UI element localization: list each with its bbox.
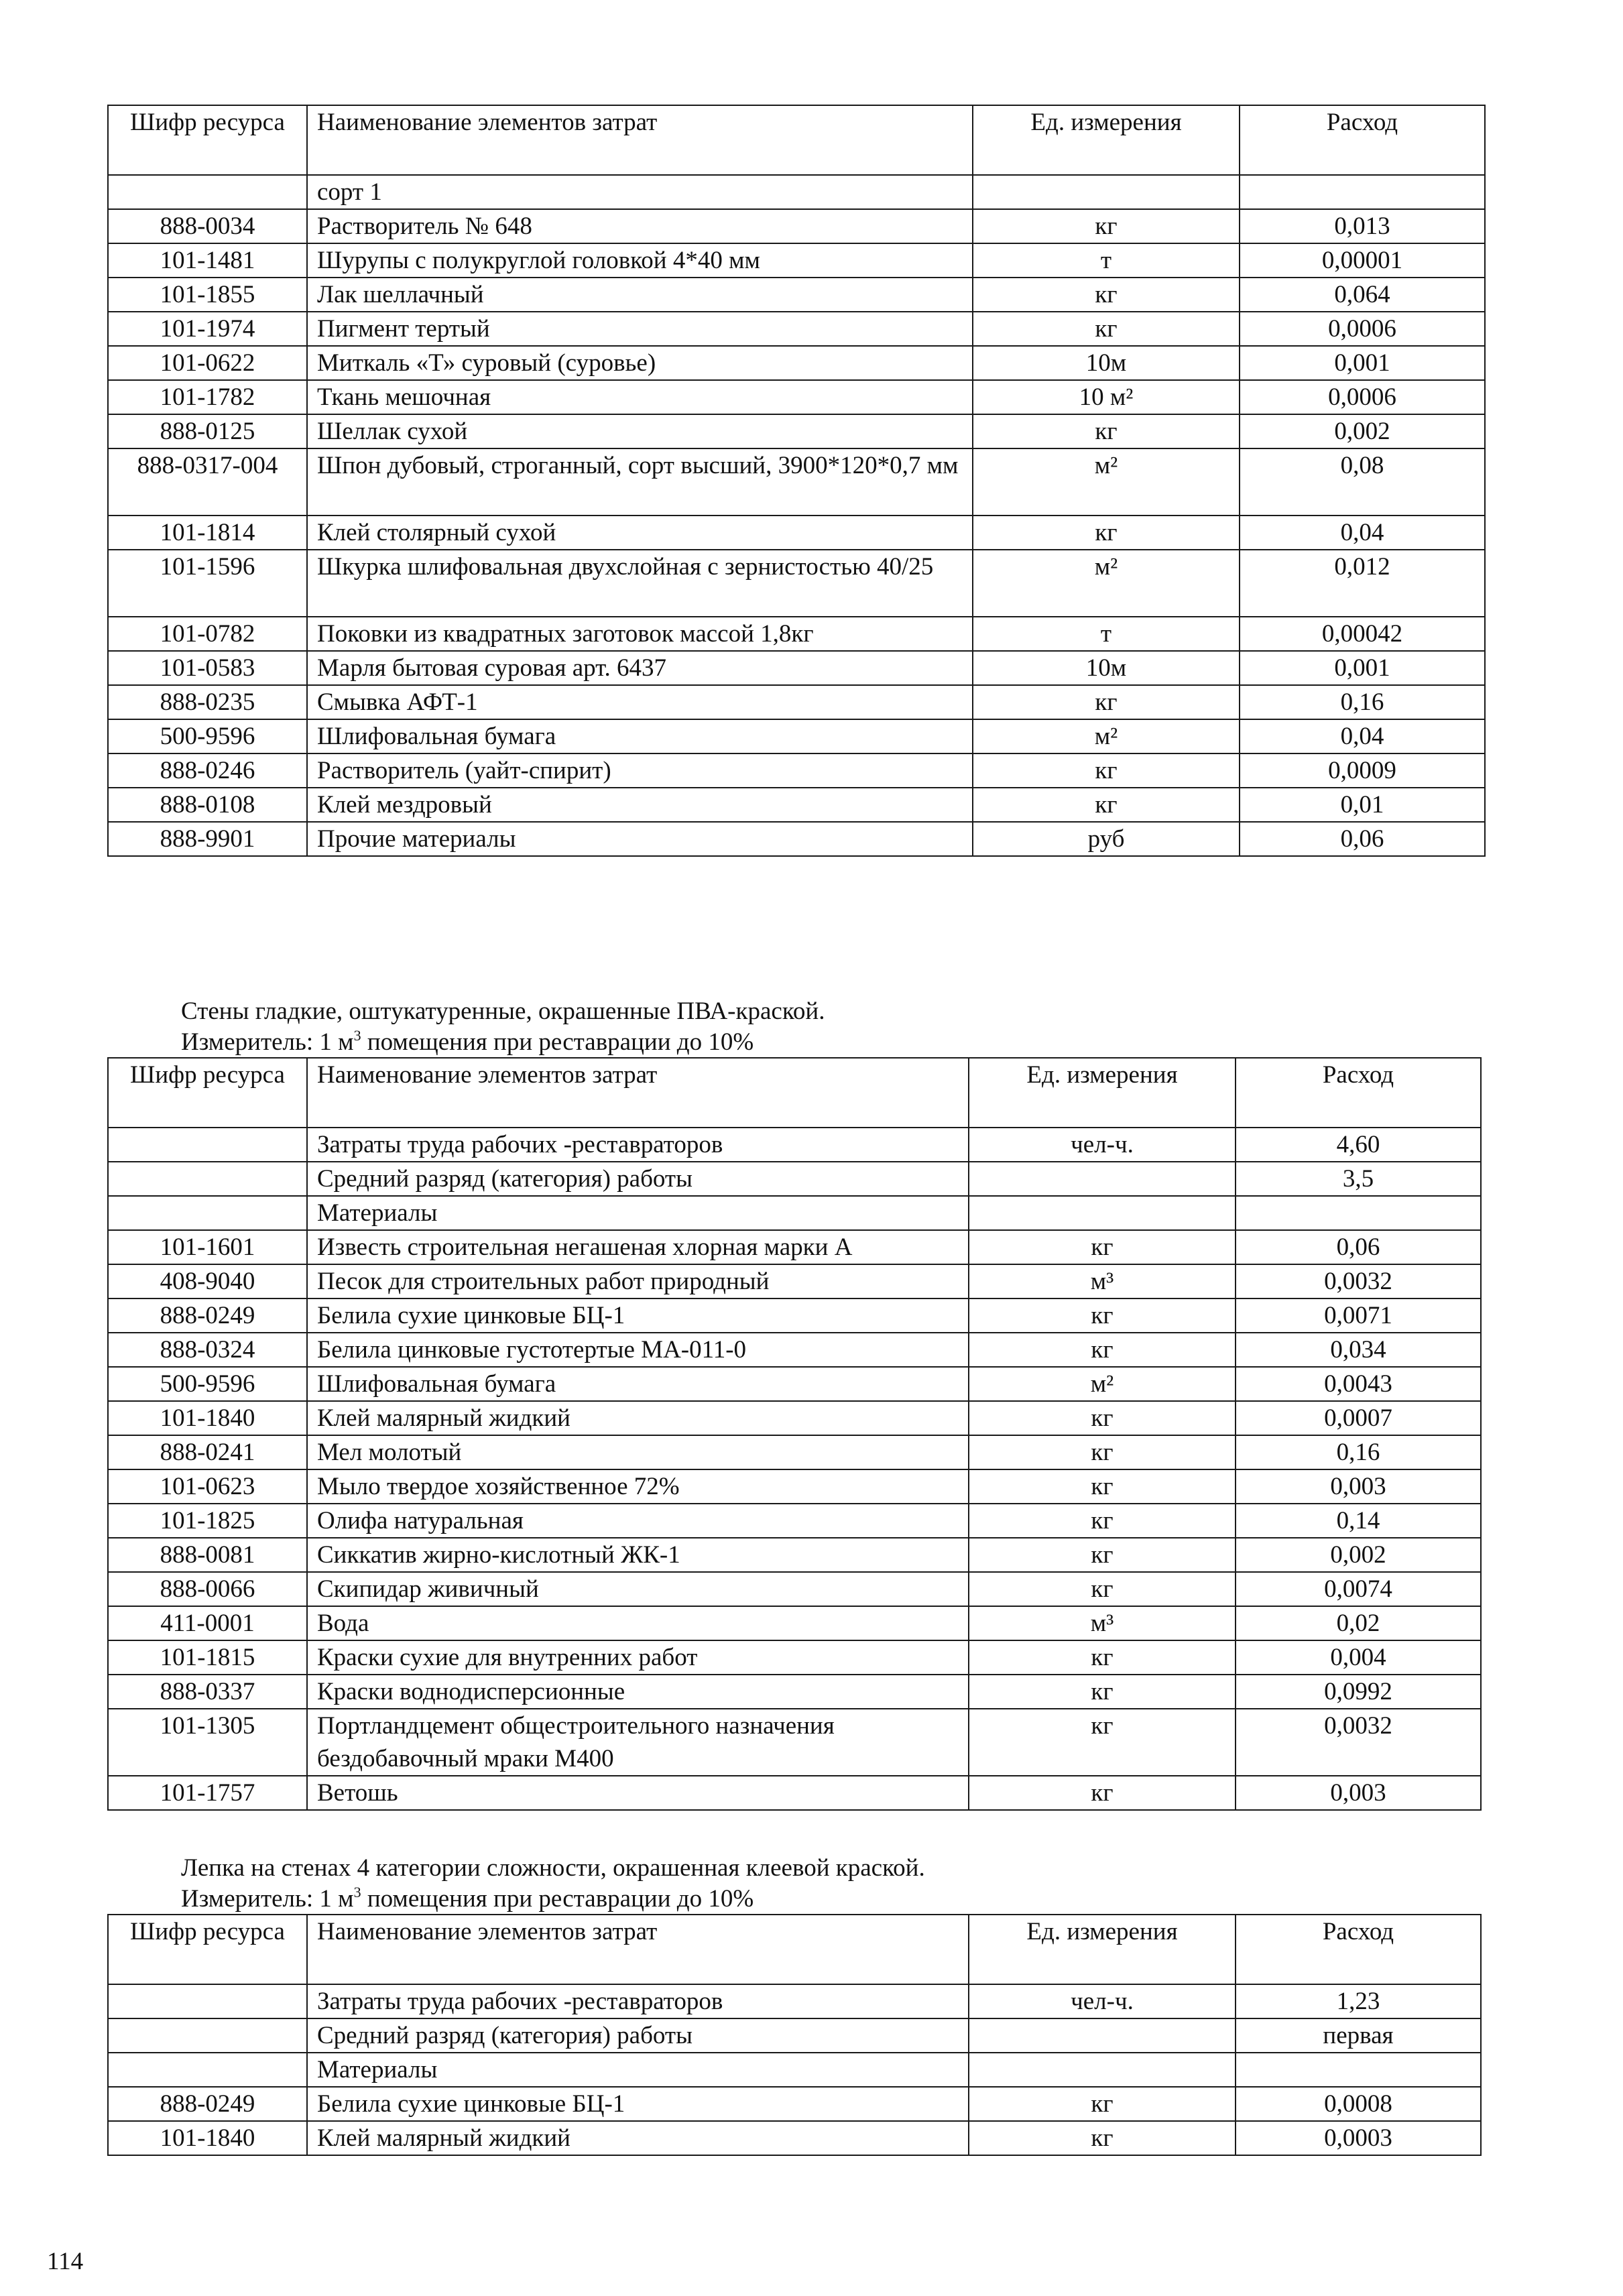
cell-amount — [1236, 2053, 1481, 2087]
cell-unit — [969, 1196, 1236, 1230]
cell-amount: 0,0003 — [1236, 2121, 1481, 2155]
cell-code: 500-9596 — [108, 1367, 307, 1401]
table-row — [108, 1675, 1481, 1709]
table-header-row — [108, 105, 1485, 175]
cell-unit: кг — [969, 1538, 1236, 1572]
cell-code: 101-1815 — [108, 1640, 307, 1675]
resource-table-1-body — [108, 105, 1485, 856]
table-header-row — [108, 1058, 1481, 1128]
cell-code: 101-1481 — [108, 243, 307, 278]
cell-code: 500-9596 — [108, 719, 307, 753]
table-row — [108, 617, 1485, 651]
cell-amount: 0,001 — [1240, 346, 1485, 380]
cell-code — [108, 2018, 307, 2053]
cell-code — [108, 1196, 307, 1230]
cell-name: Вода — [307, 1606, 969, 1640]
cell-code: 888-9901 — [108, 822, 307, 856]
cell-unit — [969, 1162, 1236, 1196]
cell-name: Сиккатив жирно-кислотный ЖК-1 — [307, 1538, 969, 1572]
cell-unit: кг — [969, 1675, 1236, 1709]
cell-amount: 0,001 — [1240, 651, 1485, 685]
table-row — [108, 448, 1485, 516]
cell-unit: м³ — [969, 1264, 1236, 1298]
table-row — [108, 550, 1485, 617]
column-header-name: Наименование элементов затрат — [307, 105, 973, 175]
table-row — [108, 1709, 1481, 1776]
cell-amount: 0,004 — [1236, 1640, 1481, 1675]
cell-code: 101-1840 — [108, 2121, 307, 2155]
cell-unit: т — [973, 617, 1240, 651]
cell-unit: кг — [969, 1776, 1236, 1810]
cell-name: Миткаль «Т» суровый (суровье) — [307, 346, 973, 380]
table-row — [108, 1984, 1481, 2018]
cell-code — [108, 1162, 307, 1196]
cell-amount: 0,16 — [1236, 1435, 1481, 1469]
table-row — [108, 2121, 1481, 2155]
table-row — [108, 1538, 1481, 1572]
table-row — [108, 414, 1485, 448]
cell-unit: руб — [973, 822, 1240, 856]
cell-code: 101-0583 — [108, 651, 307, 685]
table-row — [108, 1162, 1481, 1196]
cell-name: Олифа натуральная — [307, 1504, 969, 1538]
cell-code: 888-0125 — [108, 414, 307, 448]
cell-name: Прочие материалы — [307, 822, 973, 856]
cell-name: Средний разряд (категория) работы — [307, 1162, 969, 1196]
cell-name: Материалы — [307, 2053, 969, 2087]
cell-name: Шурупы с полукруглой головкой 4*40 мм — [307, 243, 973, 278]
cell-unit: кг — [973, 685, 1240, 719]
cell-code: 101-1855 — [108, 278, 307, 312]
cell-code: 888-0066 — [108, 1572, 307, 1606]
cell-name: Мел молотый — [307, 1435, 969, 1469]
cell-code: 888-0337 — [108, 1675, 307, 1709]
table-row — [108, 1230, 1481, 1264]
resource-table-1 — [107, 105, 1486, 857]
resource-table-2-body — [108, 1058, 1481, 1810]
cell-amount: 3,5 — [1236, 1162, 1481, 1196]
resource-table-3 — [107, 1914, 1482, 2156]
cell-amount: 0,0008 — [1236, 2087, 1481, 2121]
cell-name: Ткань мешочная — [307, 380, 973, 414]
cell-amount: 0,064 — [1240, 278, 1485, 312]
table-row — [108, 1401, 1481, 1435]
cell-amount: 0,14 — [1236, 1504, 1481, 1538]
column-header-code: Шифр ресурса — [108, 1058, 307, 1128]
cell-amount: 0,02 — [1236, 1606, 1481, 1640]
cell-name: Клей мездровый — [307, 788, 973, 822]
section-2-title: Стены гладкие, оштукатуренные, окрашенные ПВА-краской. — [181, 998, 825, 1025]
cell-amount: 0,04 — [1240, 516, 1485, 550]
cell-code: 101-0622 — [108, 346, 307, 380]
cell-code: 888-0235 — [108, 685, 307, 719]
cell-name: Шкурка шлифовальная двухслойная с зернистостью 40/25 — [307, 550, 973, 617]
cell-name: Поковки из квадратных заготовок массой 1,8кг — [307, 617, 973, 651]
cell-amount: 0,0074 — [1236, 1572, 1481, 1606]
cell-name: Песок для строительных работ природный — [307, 1264, 969, 1298]
cell-name: Шеллак сухой — [307, 414, 973, 448]
page-number: 114 — [47, 2248, 84, 2275]
cell-code — [108, 1984, 307, 2018]
table-row — [108, 1776, 1481, 1810]
cell-amount: 1,23 — [1236, 1984, 1481, 2018]
cell-amount: 0,0007 — [1236, 1401, 1481, 1435]
section-2-meter-suffix: помещения при реставрации до 10% — [361, 1028, 754, 1056]
cell-name: Растворитель (уайт-спирит) — [307, 753, 973, 788]
cell-unit: м² — [973, 719, 1240, 753]
cell-code: 408-9040 — [108, 1264, 307, 1298]
cell-amount: 0,0043 — [1236, 1367, 1481, 1401]
cell-code: 101-1840 — [108, 1401, 307, 1435]
cell-name: Затраты труда рабочих -реставраторов — [307, 1128, 969, 1162]
cell-unit: кг — [969, 1333, 1236, 1367]
cell-unit: кг — [973, 312, 1240, 346]
cell-unit: 10м — [973, 346, 1240, 380]
table-row — [108, 1196, 1481, 1230]
cell-amount: 0,034 — [1236, 1333, 1481, 1367]
cell-code: 888-0034 — [108, 209, 307, 243]
cell-code: 101-1974 — [108, 312, 307, 346]
table-row — [108, 1298, 1481, 1333]
cell-amount: 0,08 — [1240, 448, 1485, 516]
cell-amount: 0,0032 — [1236, 1709, 1481, 1776]
cell-code — [108, 175, 307, 209]
cell-amount: 0,0071 — [1236, 1298, 1481, 1333]
cell-code: 101-1782 — [108, 380, 307, 414]
cell-amount: 0,0006 — [1240, 380, 1485, 414]
column-header-unit: Ед. измерения — [973, 105, 1240, 175]
cell-unit: м² — [973, 550, 1240, 617]
cell-unit: 10 м² — [973, 380, 1240, 414]
cell-name: Шпон дубовый, строганный, сорт высший, 3900*120*0,7 мм — [307, 448, 973, 516]
cell-name: Клей малярный жидкий — [307, 1401, 969, 1435]
table-row — [108, 1606, 1481, 1640]
cell-amount: 0,012 — [1240, 550, 1485, 617]
cell-name: Ветошь — [307, 1776, 969, 1810]
section-3-meter — [181, 1882, 754, 1915]
table-row — [108, 1469, 1481, 1504]
cell-unit: кг — [969, 2121, 1236, 2155]
section-2-meter-sup: 3 — [353, 1027, 361, 1044]
table-row — [108, 1435, 1481, 1469]
cell-unit: чел-ч. — [969, 1128, 1236, 1162]
cell-code — [108, 2053, 307, 2087]
table-row — [108, 346, 1485, 380]
cell-unit: м² — [973, 448, 1240, 516]
cell-amount: 0,01 — [1240, 788, 1485, 822]
cell-unit — [969, 2018, 1236, 2053]
cell-code: 888-0081 — [108, 1538, 307, 1572]
table-row — [108, 2018, 1481, 2053]
cell-name: Смывка АФТ-1 — [307, 685, 973, 719]
table-row — [108, 243, 1485, 278]
section-3-meter-suffix: помещения при реставрации до 10% — [361, 1885, 754, 1913]
cell-name: сорт 1 — [307, 175, 973, 209]
cell-unit: чел-ч. — [969, 1984, 1236, 2018]
cell-name: Белила цинковые густотертые МА-011-0 — [307, 1333, 969, 1367]
cell-name: Портландцемент общестроительного назначения бездобавочный мраки М400 — [307, 1709, 969, 1776]
cell-amount: 0,013 — [1240, 209, 1485, 243]
cell-code — [108, 1128, 307, 1162]
column-header-code: Шифр ресурса — [108, 1915, 307, 1984]
cell-code: 101-1601 — [108, 1230, 307, 1264]
cell-unit: кг — [973, 209, 1240, 243]
column-header-amount: Расход — [1240, 105, 1485, 175]
section-2-meter-prefix: Измеритель: 1 м — [181, 1028, 354, 1056]
cell-amount: первая — [1236, 2018, 1481, 2053]
cell-code: 888-0108 — [108, 788, 307, 822]
cell-name: Скипидар живичный — [307, 1572, 969, 1606]
cell-unit: кг — [969, 1230, 1236, 1264]
table-row — [108, 753, 1485, 788]
cell-code: 411-0001 — [108, 1606, 307, 1640]
table-row — [108, 1367, 1481, 1401]
cell-unit: м² — [969, 1367, 1236, 1401]
cell-code: 101-1757 — [108, 1776, 307, 1810]
column-header-unit: Ед. измерения — [969, 1058, 1236, 1128]
cell-name: Затраты труда рабочих -реставраторов — [307, 1984, 969, 2018]
cell-unit — [969, 2053, 1236, 2087]
cell-unit: кг — [969, 1469, 1236, 1504]
cell-amount: 0,0032 — [1236, 1264, 1481, 1298]
cell-unit: кг — [973, 788, 1240, 822]
section-3-title: Лепка на стенах 4 категории сложности, окрашенная клеевой краской. — [181, 1854, 925, 1882]
table-row — [108, 1333, 1481, 1367]
column-header-name: Наименование элементов затрат — [307, 1058, 969, 1128]
table-row — [108, 651, 1485, 685]
column-header-amount: Расход — [1236, 1915, 1481, 1984]
cell-unit: кг — [969, 1709, 1236, 1776]
cell-unit: кг — [969, 1504, 1236, 1538]
cell-name: Известь строительная негашеная хлорная марки А — [307, 1230, 969, 1264]
table-row — [108, 278, 1485, 312]
cell-amount — [1240, 175, 1485, 209]
cell-amount: 0,002 — [1236, 1538, 1481, 1572]
table-row — [108, 788, 1485, 822]
cell-name: Мыло твердое хозяйственное 72% — [307, 1469, 969, 1504]
table-row — [108, 1504, 1481, 1538]
table-row — [108, 719, 1485, 753]
cell-name: Растворитель № 648 — [307, 209, 973, 243]
cell-name: Клей столярный сухой — [307, 516, 973, 550]
cell-amount: 0,04 — [1240, 719, 1485, 753]
cell-amount: 0,003 — [1236, 1776, 1481, 1810]
cell-name: Белила сухие цинковые БЦ-1 — [307, 2087, 969, 2121]
cell-code: 101-1825 — [108, 1504, 307, 1538]
table-row — [108, 516, 1485, 550]
column-header-amount: Расход — [1236, 1058, 1481, 1128]
cell-code: 101-0623 — [108, 1469, 307, 1504]
cell-code: 888-0246 — [108, 753, 307, 788]
cell-unit: т — [973, 243, 1240, 278]
column-header-code: Шифр ресурса — [108, 105, 307, 175]
table-row — [108, 380, 1485, 414]
cell-amount: 0,0009 — [1240, 753, 1485, 788]
cell-code: 888-0241 — [108, 1435, 307, 1469]
cell-name: Клей малярный жидкий — [307, 2121, 969, 2155]
cell-amount: 0,00042 — [1240, 617, 1485, 651]
cell-amount: 0,0992 — [1236, 1675, 1481, 1709]
cell-unit: кг — [969, 2087, 1236, 2121]
table-row — [108, 209, 1485, 243]
cell-amount: 4,60 — [1236, 1128, 1481, 1162]
table-row — [108, 1572, 1481, 1606]
cell-unit: кг — [973, 414, 1240, 448]
cell-code: 888-0317-004 — [108, 448, 307, 516]
cell-unit — [973, 175, 1240, 209]
table-row — [108, 312, 1485, 346]
table-row — [108, 822, 1485, 856]
cell-name: Краски воднодисперсионные — [307, 1675, 969, 1709]
table-row — [108, 1128, 1481, 1162]
table-row — [108, 2087, 1481, 2121]
resource-table-2 — [107, 1057, 1482, 1811]
cell-name: Материалы — [307, 1196, 969, 1230]
table-row — [108, 685, 1485, 719]
cell-name: Средний разряд (категория) работы — [307, 2018, 969, 2053]
cell-unit: кг — [969, 1640, 1236, 1675]
table-header-row — [108, 1915, 1481, 1984]
cell-code: 888-0249 — [108, 1298, 307, 1333]
cell-name: Лак шеллачный — [307, 278, 973, 312]
cell-name: Марля бытовая суровая арт. 6437 — [307, 651, 973, 685]
cell-amount: 0,06 — [1240, 822, 1485, 856]
cell-code: 888-0324 — [108, 1333, 307, 1367]
cell-name: Шлифовальная бумага — [307, 719, 973, 753]
table-row — [108, 1640, 1481, 1675]
cell-unit: кг — [973, 278, 1240, 312]
cell-amount: 0,16 — [1240, 685, 1485, 719]
cell-unit: кг — [969, 1435, 1236, 1469]
cell-code: 101-1814 — [108, 516, 307, 550]
cell-amount — [1236, 1196, 1481, 1230]
cell-amount: 0,00001 — [1240, 243, 1485, 278]
cell-amount: 0,06 — [1236, 1230, 1481, 1264]
section-2-meter — [181, 1026, 754, 1059]
section-3-meter-sup: 3 — [353, 1884, 361, 1900]
cell-name: Шлифовальная бумага — [307, 1367, 969, 1401]
cell-code: 101-1596 — [108, 550, 307, 617]
cell-unit: 10м — [973, 651, 1240, 685]
table-row — [108, 1264, 1481, 1298]
table-row — [108, 2053, 1481, 2087]
cell-amount: 0,003 — [1236, 1469, 1481, 1504]
section-3-meter-prefix: Измеритель: 1 м — [181, 1885, 354, 1913]
cell-code: 888-0249 — [108, 2087, 307, 2121]
column-header-name: Наименование элементов затрат — [307, 1915, 969, 1984]
cell-unit: кг — [973, 516, 1240, 550]
cell-unit: кг — [973, 753, 1240, 788]
column-header-unit: Ед. измерения — [969, 1915, 1236, 1984]
cell-unit: м³ — [969, 1606, 1236, 1640]
resource-table-3-body — [108, 1915, 1481, 2155]
cell-unit: кг — [969, 1401, 1236, 1435]
cell-name: Краски сухие для внутренних работ — [307, 1640, 969, 1675]
cell-name: Пигмент тертый — [307, 312, 973, 346]
cell-code: 101-0782 — [108, 617, 307, 651]
cell-code: 101-1305 — [108, 1709, 307, 1776]
cell-unit: кг — [969, 1572, 1236, 1606]
cell-unit: кг — [969, 1298, 1236, 1333]
table-row — [108, 175, 1485, 209]
cell-amount: 0,002 — [1240, 414, 1485, 448]
cell-amount: 0,0006 — [1240, 312, 1485, 346]
cell-name: Белила сухие цинковые БЦ-1 — [307, 1298, 969, 1333]
